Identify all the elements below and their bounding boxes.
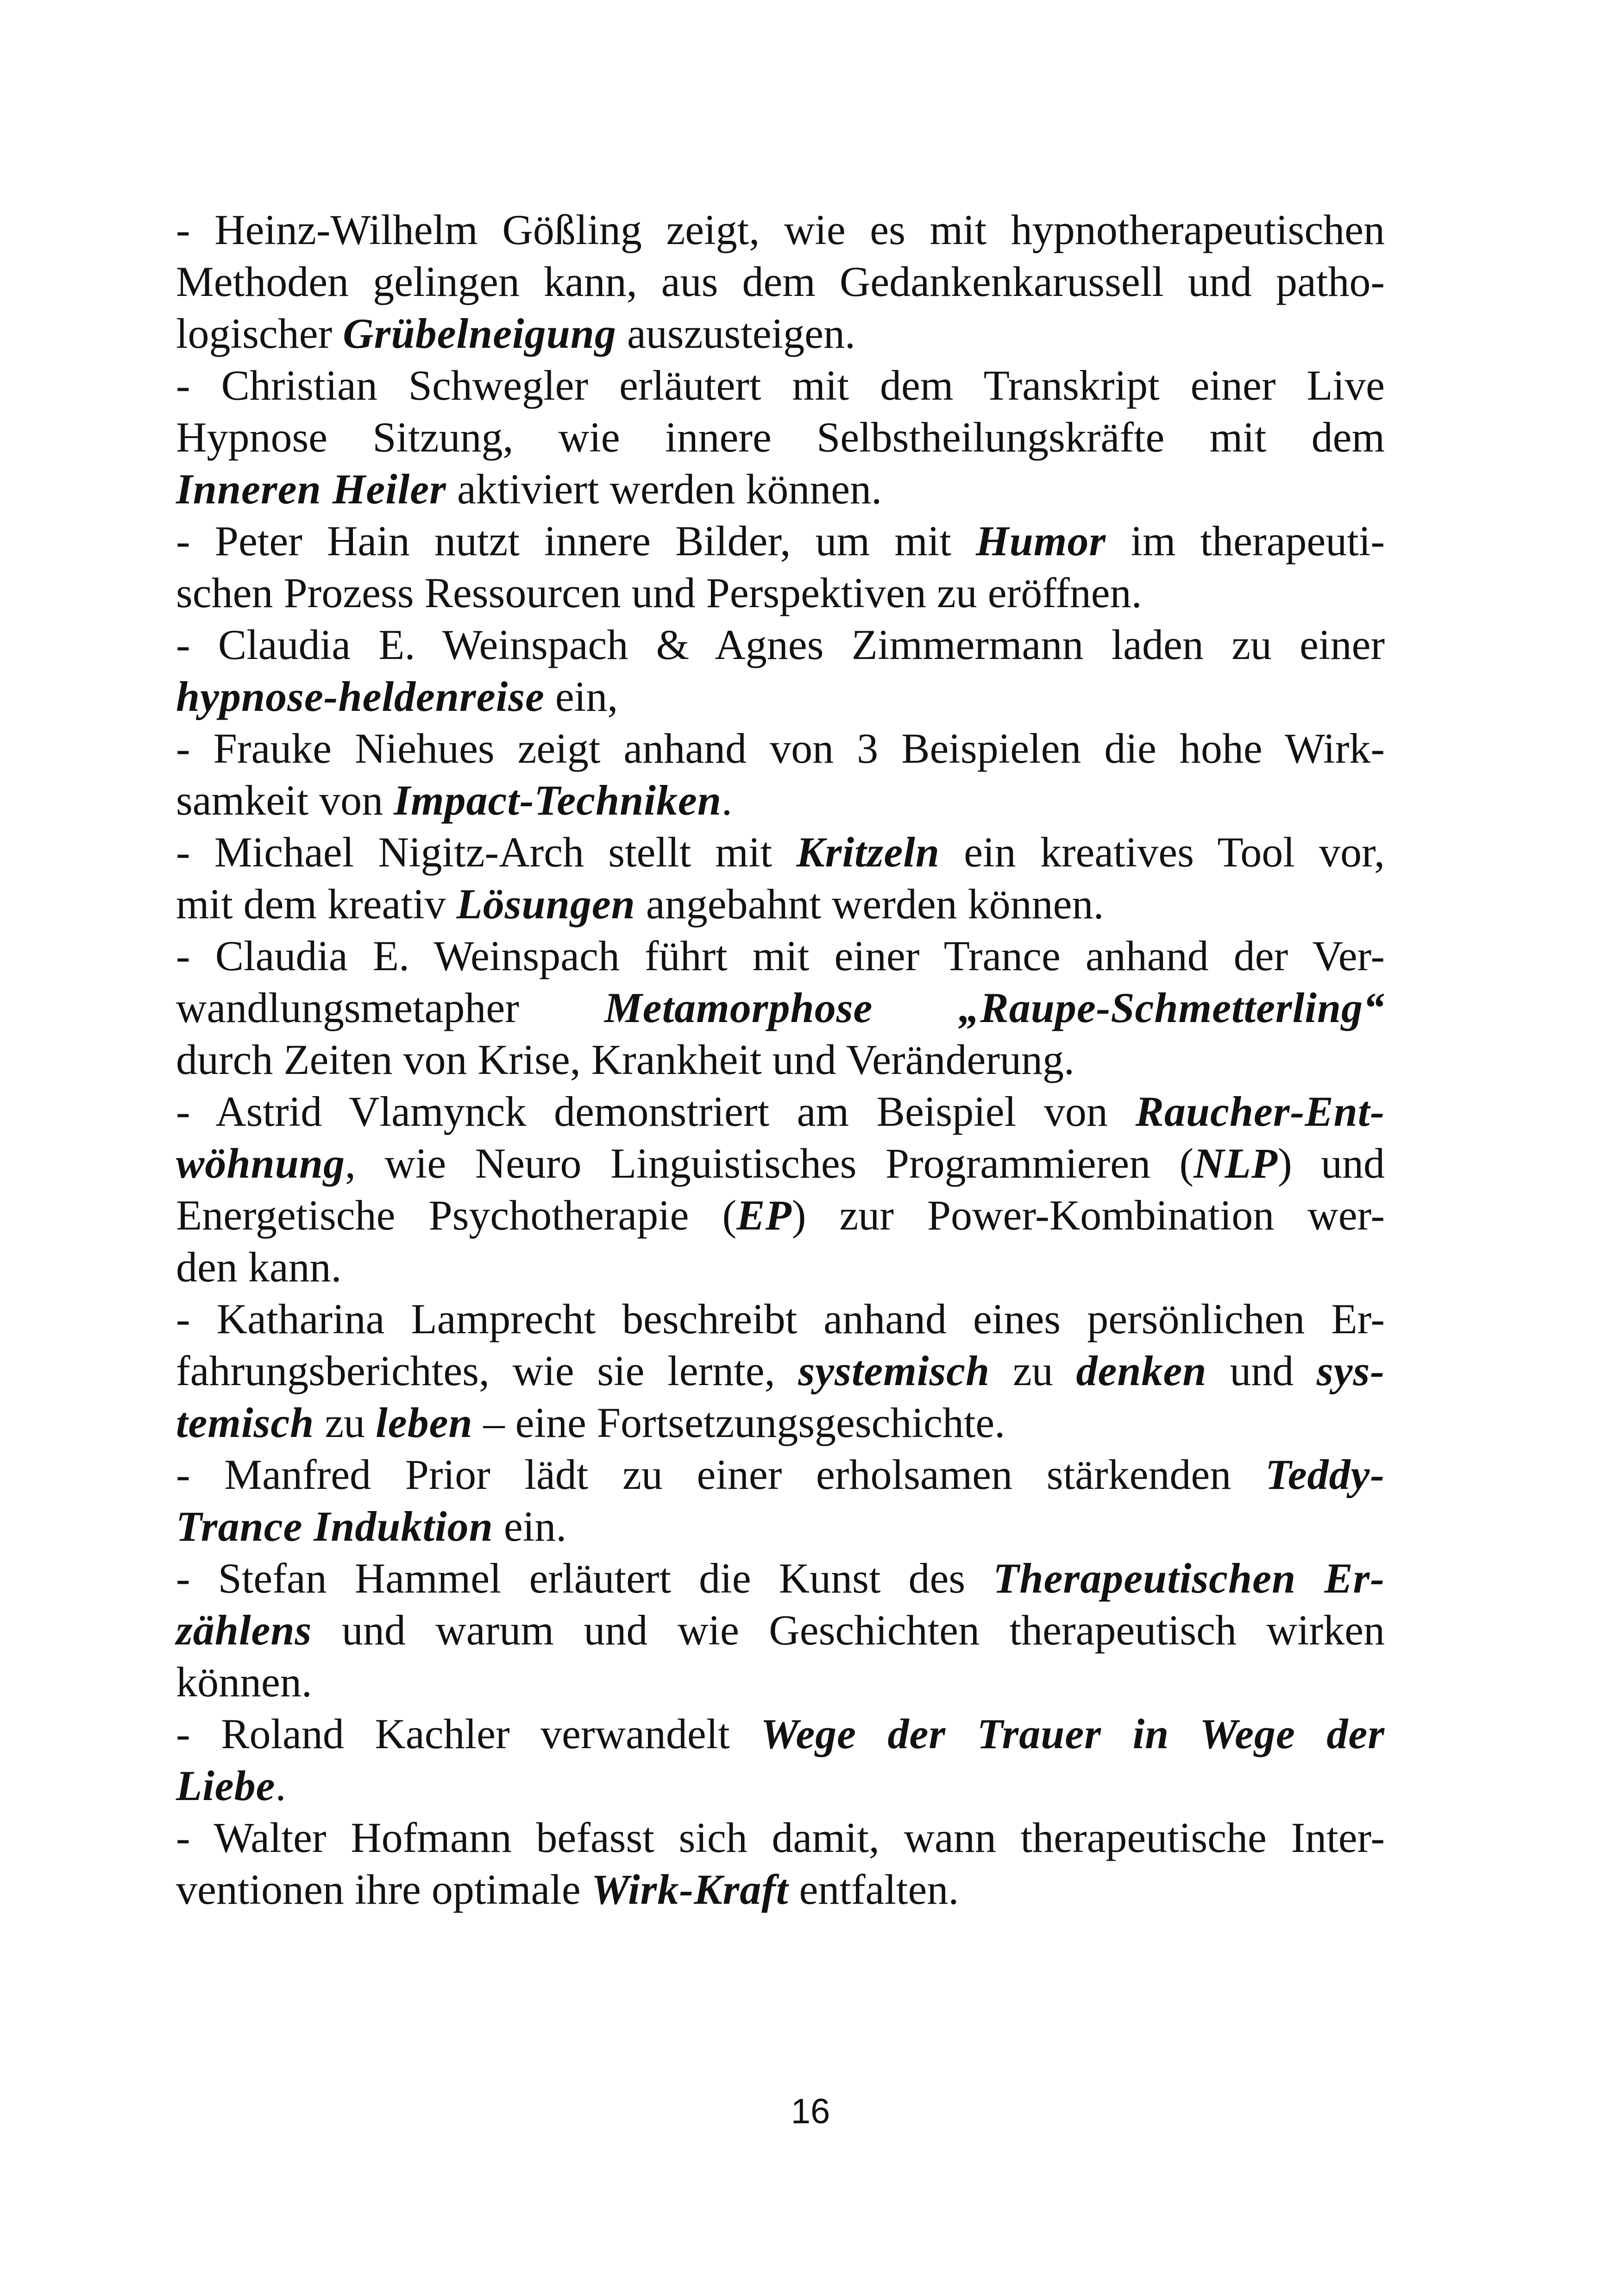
highlighted-term: Kritzeln [796,828,940,876]
text-run: aktiviert werden können. [446,465,882,513]
text-run: ) und [1277,1140,1385,1187]
contributor-entry [176,826,1385,930]
text-run: ein kreatives Tool vor, [939,828,1385,876]
text-run: ein, [544,673,618,720]
text-run: zu [314,1399,376,1446]
text-run: durch Zeiten von Krise, Krankheit und Veränderung. [176,1036,1074,1083]
text-line [176,204,1385,256]
text-line [176,878,1385,930]
text-run: - Stefan Hammel erläutert die Kunst des [176,1555,993,1602]
text-run: samkeit von [176,777,394,824]
text-run: . [721,777,732,824]
highlighted-term: Lösungen [456,880,635,928]
highlighted-term: hypnose-heldenreise [176,673,545,720]
text-run: zu [990,1347,1076,1394]
text-line [176,1345,1385,1397]
highlighted-term: Teddy- [1265,1451,1385,1498]
text-run: und [1206,1347,1317,1394]
highlighted-term: Wirk-Kraft [591,1866,789,1913]
highlighted-term: Humor [976,517,1106,565]
text-run: - Peter Hain nutzt innere Bilder, um mit [176,517,976,565]
highlighted-term: NLP [1194,1140,1278,1187]
text-run: den kann. [176,1243,342,1291]
text-line [176,982,1385,1034]
text-line [176,1863,1385,1915]
contributor-entry [176,1708,1385,1812]
text-line [176,1449,1385,1500]
text-line [176,722,1385,774]
highlighted-term: Inneren Heiler [176,465,446,513]
highlighted-term: Liebe [176,1762,276,1809]
highlighted-term: Grübelneigung [343,310,616,357]
contributor-entry [176,515,1385,619]
highlighted-term: Raucher-Ent- [1135,1088,1385,1135]
text-run: - Manfred Prior lädt zu einer erholsamen stärkenden [176,1451,1265,1498]
text-line [176,619,1385,671]
text-run: und warum und wie Geschichten therapeutisch wirken [312,1606,1385,1654]
text-line [176,930,1385,982]
text-run: . [275,1762,286,1809]
highlighted-term: EP [736,1192,792,1239]
text-run: - Michael Nigitz-Arch stellt mit [176,828,797,876]
text-line [176,1656,1385,1708]
text-line [176,256,1385,307]
contributor-entry [176,722,1385,826]
text-line [176,1189,1385,1241]
text-run: ) zur Power-Kombination wer- [792,1192,1385,1239]
text-run: mit dem kreativ [176,880,457,928]
highlighted-term: zählens [176,1606,312,1654]
contributor-entry [176,1449,1385,1552]
contributors-list [176,204,1385,1915]
text-line [176,1812,1385,1863]
page-number: 16 [791,2092,830,2131]
text-run: - Frauke Niehues zeigt anhand von 3 Beispielen die hohe Wirk- [176,725,1385,772]
text-run: Methoden gelingen kann, aus dem Gedankenkarussell und patho- [176,258,1385,305]
text-line [176,307,1385,359]
text-line [176,463,1385,515]
highlighted-term: denken [1076,1347,1207,1394]
text-run: Energetische Psychotherapie ( [176,1192,737,1239]
text-run: wandlungsmetapher [176,984,604,1031]
highlighted-term: Metamorphose „Raupe-Schmetterling“ [604,984,1385,1031]
text-run: - Claudia E. Weinspach führt mit einer Trance anhand der Ver- [176,932,1385,979]
text-run: – eine Fortsetzungsgeschichte. [472,1399,1005,1446]
text-line [176,1085,1385,1137]
text-line [176,359,1385,411]
text-run: - Walter Hofmann befasst sich damit, wann therapeutische Inter- [176,1814,1385,1861]
highlighted-term: temisch [176,1399,314,1446]
contributor-entry [176,1293,1385,1449]
text-line [176,671,1385,722]
text-run: ein. [493,1503,567,1550]
text-line [176,1604,1385,1656]
highlighted-term: Therapeutischen Er- [993,1555,1385,1602]
text-run: im therapeuti- [1106,517,1385,565]
text-run: - Katharina Lamprecht beschreibt anhand eines persönlichen Er- [176,1295,1385,1342]
text-line [176,1137,1385,1189]
text-run: - Claudia E. Weinspach & Agnes Zimmermann laden zu einer [176,621,1385,668]
text-run: - Heinz-Wilhelm Gößling zeigt, wie es mit hypnotherapeutischen [176,206,1385,253]
text-run: , wie Neuro Linguistisches Programmieren ( [345,1140,1194,1187]
text-line [176,774,1385,826]
contributor-entry [176,930,1385,1085]
contributor-entry [176,1552,1385,1708]
highlighted-term: Impact-Techniken [394,777,722,824]
text-line [176,411,1385,463]
text-line [176,826,1385,878]
contributor-entry [176,204,1385,359]
text-line [176,1552,1385,1604]
highlighted-term: wöhnung [176,1140,346,1187]
contributor-entry [176,1085,1385,1293]
highlighted-term: systemisch [798,1347,990,1394]
highlighted-term: Wege der Trauer in Wege der [760,1710,1385,1757]
text-run: - Christian Schwegler erläutert mit dem Transkript einer Live [176,362,1385,409]
contributor-entry [176,359,1385,515]
text-run: logischer [176,310,343,357]
text-line [176,1293,1385,1345]
text-run: Hypnose Sitzung, wie innere Selbstheilungskräfte mit dem [176,414,1385,461]
contributor-entry [176,1812,1385,1915]
text-run: angebahnt werden können. [635,880,1104,928]
text-run: können. [176,1658,312,1706]
text-line [176,1708,1385,1760]
text-run: - Roland Kachler verwandelt [176,1710,761,1757]
text-run: schen Prozess Ressourcen und Perspektiven zu eröffnen. [176,569,1142,616]
text-run: fahrungsberichtes, wie sie lernte, [176,1347,798,1394]
text-line [176,1397,1385,1449]
text-run: entfalten. [788,1866,959,1913]
text-run: ventionen ihre optimale [176,1866,591,1913]
highlighted-term: leben [376,1399,473,1446]
text-line [176,1241,1385,1293]
text-line [176,515,1385,567]
highlighted-term: sys- [1316,1347,1385,1394]
text-line [176,1034,1385,1085]
text-run: - Astrid Vlamynck demonstriert am Beispiel von [176,1088,1136,1135]
text-line [176,567,1385,619]
highlighted-term: Trance Induktion [176,1503,493,1550]
text-line [176,1500,1385,1552]
contributor-entry [176,619,1385,722]
text-run: auszusteigen. [616,310,855,357]
text-line [176,1760,1385,1812]
